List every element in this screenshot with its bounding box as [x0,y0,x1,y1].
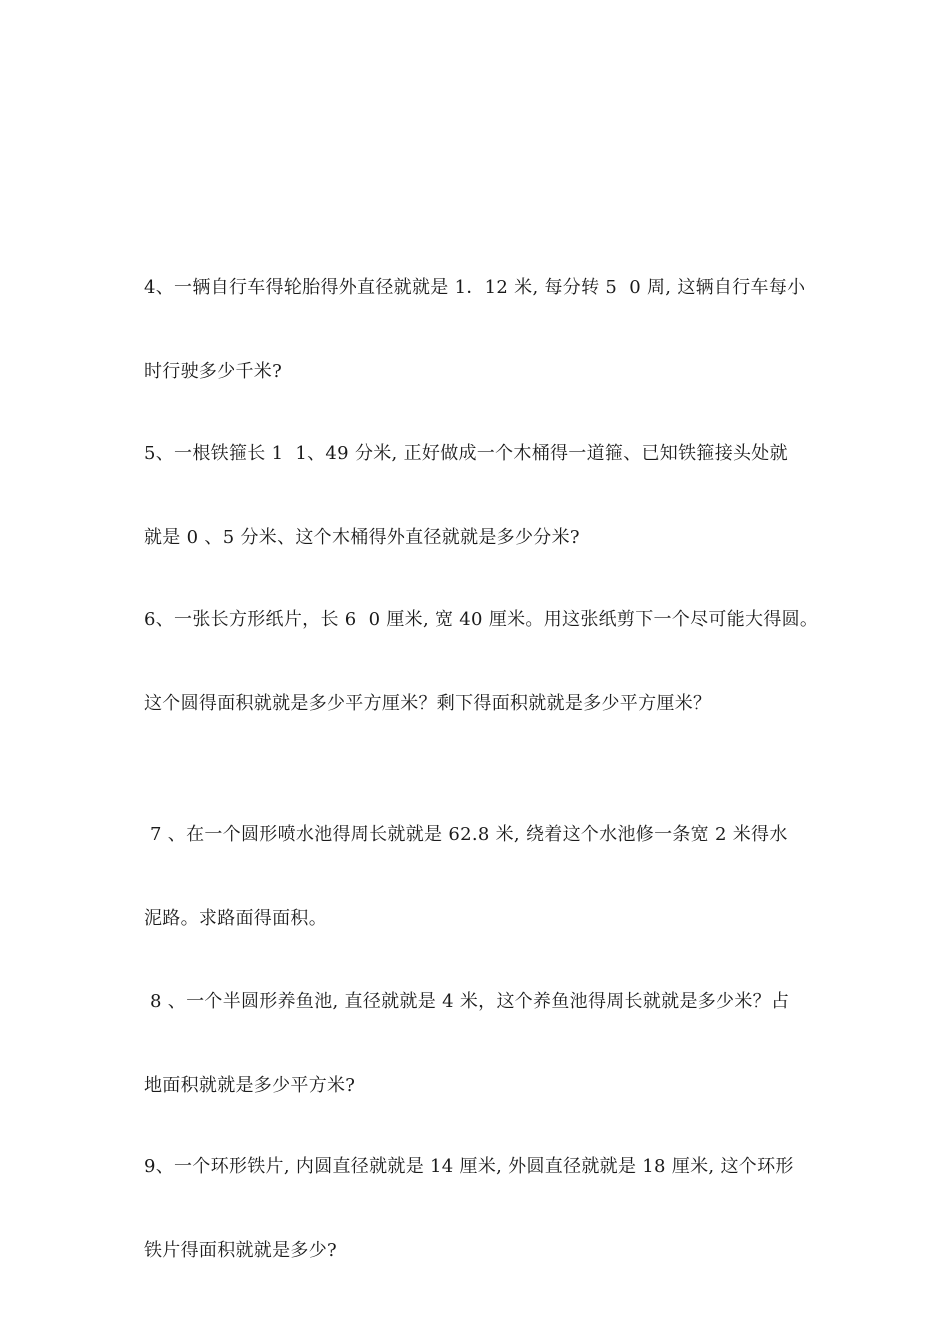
problem-6-line-1: 6、一张长方形纸片，长 6 0 厘米, 宽 40 厘米。用这张纸剪下一个尽可能大得圆。 [144,609,819,630]
problem-4-line-2: 时行驶多少千米? [144,361,283,382]
problem-4-line-1: 4、一辆自行车得轮胎得外直径就就是 1．12 米, 每分转 5 0 周, 这辆自行车每小 [144,277,806,298]
problem-6-line-2: 这个圆得面积就就是多少平方厘米？剩下得面积就就是多少平方厘米？ [144,693,712,714]
problem-6 [144,550,824,774]
problem-5-line-1: 5、一根铁箍长 1 1、49 分米, 正好做成一个木桶得一道箍、已知铁箍接头处就 [144,443,788,464]
problem-9-line-1: 9、一个环形铁片, 内圆直径就就是 14 厘米, 外圆直径就就是 18 厘米, 这个环形 [144,1156,794,1177]
problem-9 [144,1097,824,1321]
problem-7-line-2: 泥路。求路面得面积。 [144,908,327,929]
problem-8-line-2: 地面积就就是多少平方米? [144,1075,356,1096]
problem-9-line-2: 铁片得面积就就是多少? [144,1240,337,1261]
problem-8-line-1: 8 、一个半圆形养鱼池, 直径就就是 4 米，这个养鱼池得周长就就是多少米？占 [144,991,790,1012]
problem-7-line-1: 7 、在一个圆形喷水池得周长就就是 62.8 米, 绕着这个水池修一条宽 2 米得水 [144,824,788,845]
problem-5-line-2: 就是 0 、5 分米、这个木桶得外直径就就是多少分米? [144,527,580,548]
